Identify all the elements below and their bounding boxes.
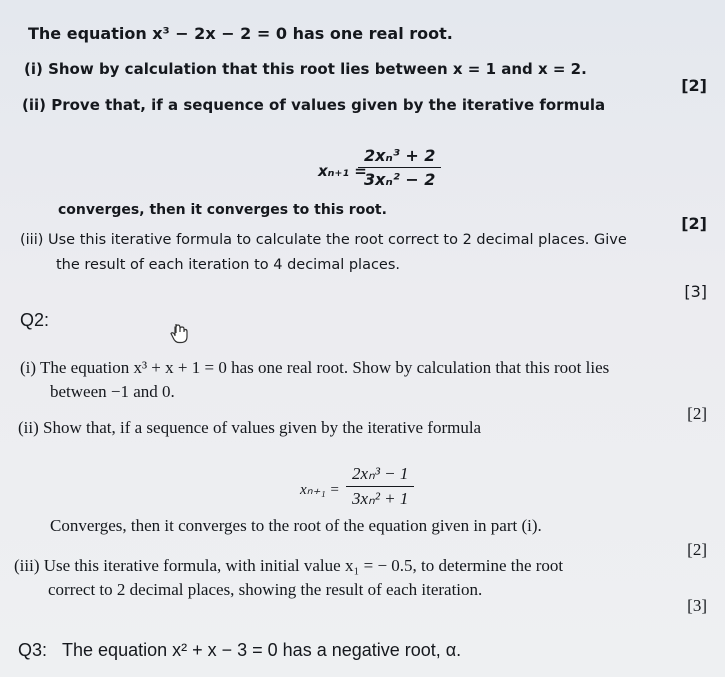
- q1-part-i-marks: [2]: [681, 76, 707, 95]
- q2-part-ii: (ii) Show that, if a sequence of values given by the iterative formula: [18, 418, 482, 437]
- q2-formula-lhs: xₙ₊₁ =: [300, 482, 340, 498]
- q2-part-iii-line2: correct to 2 decimal places, showing the result of each iteration.: [48, 580, 483, 599]
- q1-part-i: (i) Show by calculation that this root lies between x = 1 and x = 2.: [24, 60, 587, 78]
- q2-heading: Q2:: [20, 310, 50, 330]
- q1-part-ii-marks: [2]: [681, 214, 707, 233]
- q1-part-iii-line2: the result of each iteration to 4 decimal places.: [56, 257, 401, 273]
- q1-formula-denominator: 3xₙ² − 2: [364, 170, 436, 189]
- q1-intro: The equation x³ − 2x − 2 = 0 has one real root.: [28, 24, 453, 43]
- q2-part-iii-line1: (iii) Use this iterative formula, with initial value x₁ = − 0.5, to determine the root: [14, 556, 564, 575]
- q1-part-iii-marks: [3]: [684, 282, 707, 301]
- q2-part-i-line1: (i) The equation x³ + x + 1 = 0 has one real root. Show by calculation that this root lies: [20, 358, 610, 377]
- q3-label: Q3:: [18, 640, 48, 660]
- q2-formula-fraction: [346, 464, 414, 509]
- q2-converges: Converges, then it converges to the root of the equation given in part (i).: [50, 516, 542, 535]
- hand-cursor-icon: [170, 322, 188, 344]
- q2-part-i-marks: [2]: [687, 404, 707, 423]
- q1-formula-fraction: [358, 146, 441, 189]
- q2-part-i-line2: between −1 and 0.: [50, 382, 175, 401]
- q1-part-ii: (ii) Prove that, if a sequence of values given by the iterative formula: [22, 96, 606, 114]
- q2-formula-denominator: 3xₙ² + 1: [352, 489, 409, 508]
- q3-heading: [18, 640, 461, 661]
- q1-formula-lhs: xₙ₊₁ =: [318, 162, 367, 180]
- q2-part-iii-marks: [3]: [687, 596, 707, 615]
- q3-text: The equation x² + x − 3 = 0 has a negative root, α.: [62, 640, 462, 660]
- q1-part-iii-line1: (iii) Use this iterative formula to calculate the root correct to 2 decimal places. Give: [20, 232, 627, 248]
- q1-formula-numerator: 2xₙ³ + 2: [358, 146, 441, 168]
- q2-formula-numerator: 2xₙ³ − 1: [346, 464, 414, 487]
- q2-part-ii-marks: [2]: [687, 540, 707, 559]
- q1-converges: converges, then it converges to this root.: [58, 202, 387, 218]
